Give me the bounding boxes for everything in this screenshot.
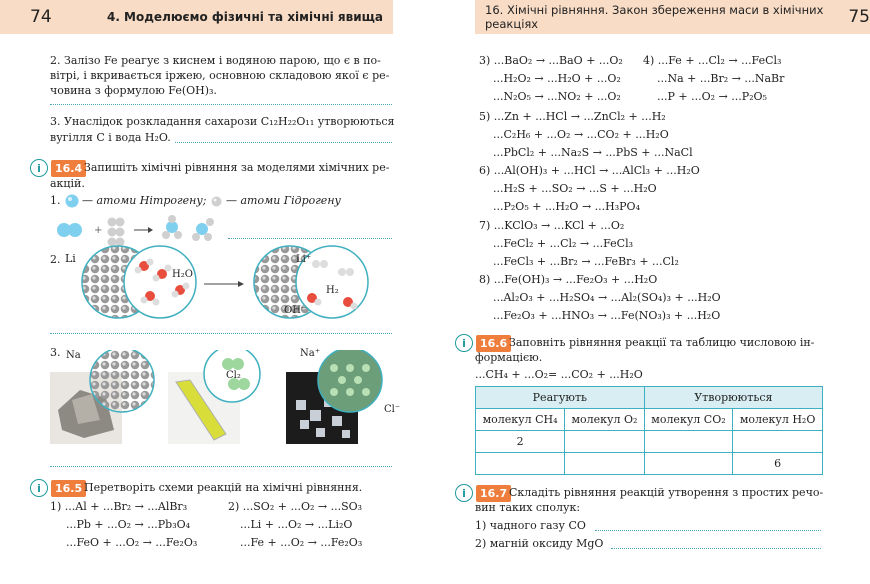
legend-hydrogen-label: — атоми Гідрогену bbox=[226, 194, 341, 207]
molecule-count-table bbox=[475, 386, 823, 475]
legend-number: 1. bbox=[50, 194, 61, 207]
equation: ...FeCl₂ + ...Cl₂ → ...FeCl₃ bbox=[493, 237, 634, 250]
table-cell[interactable] bbox=[476, 453, 565, 475]
answer-line[interactable] bbox=[175, 142, 392, 143]
nitrogen-atom-icon bbox=[64, 193, 80, 209]
right-header bbox=[475, 0, 870, 34]
right-page-number: 75 bbox=[848, 7, 870, 27]
chloride-ion-label: Cl⁻ bbox=[384, 404, 401, 415]
table-header-reactants: Реагують bbox=[476, 387, 645, 409]
task166-line1: Заповніть рівняння реакції та таблицю числовою ін- bbox=[509, 336, 815, 349]
task164-line2: акцій. bbox=[50, 177, 85, 190]
equation: 3) ...BaO₂ → ...BaO + ...O₂ bbox=[479, 54, 623, 67]
equation: ...Pb + ...O₂ → ...Pb₃O₄ bbox=[66, 518, 191, 531]
task166-line2: формацією. bbox=[475, 351, 543, 364]
left-chapter-title: 4. Моделюємо фізичні та хімічні явища bbox=[106, 10, 383, 24]
lithium-ion-label: Li⁺ bbox=[296, 254, 312, 265]
table-row bbox=[476, 453, 823, 475]
table-cell[interactable]: 6 bbox=[733, 453, 823, 475]
model1-reaction-illustration bbox=[50, 213, 230, 247]
answer-line[interactable] bbox=[50, 104, 392, 105]
task164-line1: Запишіть хімічні рівняння за моделями хімічних ре- bbox=[84, 161, 390, 174]
table-col-header: молекул CO₂ bbox=[644, 409, 733, 431]
table-cell[interactable] bbox=[644, 453, 733, 475]
equation: ...Li + ...O₂ → ...Li₂O bbox=[240, 518, 353, 531]
hydrogen-atom-icon bbox=[210, 195, 223, 208]
answer-line[interactable] bbox=[228, 238, 392, 239]
task167-item1: 1) чадного газу CO bbox=[475, 519, 586, 532]
item2-line3: човина з формулою Fe(OH)₃. bbox=[50, 84, 217, 97]
item2-line1: 2. Залізо Fe реагує з киснем і водяною парою, що є в по- bbox=[50, 54, 381, 67]
equation: 7) ...KClO₃ → ...KCl + ...O₂ bbox=[479, 219, 625, 232]
task-number: 16.7 bbox=[476, 485, 511, 502]
equation: ...H₂O₂ → ...H₂O + ...O₂ bbox=[493, 72, 621, 85]
table-cell[interactable] bbox=[565, 453, 645, 475]
task167-line2: вин таких сполук: bbox=[475, 501, 581, 514]
answer-line[interactable] bbox=[595, 530, 821, 531]
equation: ...Fe₂O₃ + ...HNO₃ → ...Fe(NO₃)₃ + ...H₂O bbox=[493, 309, 721, 322]
equation: ...C₂H₆ + ...O₂ → ...CO₂ + ...H₂O bbox=[493, 128, 669, 141]
item3-line2: вугілля C і вода H₂O. bbox=[50, 131, 171, 144]
left-page-number: 74 bbox=[30, 7, 52, 27]
info-icon: i bbox=[455, 484, 473, 502]
table-row bbox=[476, 431, 823, 453]
task-number: 16.6 bbox=[476, 335, 511, 352]
task-16-5-badge bbox=[30, 479, 86, 497]
info-icon: i bbox=[30, 159, 48, 177]
item2-line2: вітрі, і вкривається іржею, основною складовою якої є ре- bbox=[50, 69, 390, 82]
task-16-4-badge bbox=[30, 159, 86, 177]
equation: ...Al₂O₃ + ...H₂SO₄ → ...Al₂(SO₄)₃ + ...H₂O bbox=[493, 291, 721, 304]
water-label: H₂O bbox=[172, 269, 193, 280]
equation: ...H₂S + ...SO₂ → ...S + ...H₂O bbox=[493, 182, 657, 195]
task167-item2: 2) магній оксиду MgO bbox=[475, 537, 604, 550]
hydroxide-label: OH⁻ bbox=[284, 305, 307, 316]
task165-text: Перетворіть схеми реакцій на хімічні рівняння. bbox=[84, 481, 363, 494]
svg-text:+: + bbox=[94, 225, 103, 236]
equation: ...FeCl₃ + ...Br₂ → ...FeBr₃ + ...Cl₂ bbox=[493, 255, 679, 268]
item3-line1: 3. Унаслідок розкладання сахарози C₁₂H₂₂O₁₁ утворюються bbox=[50, 115, 395, 128]
equation: ...Na + ...Br₂ → ...NaBr bbox=[657, 72, 785, 85]
lithium-label: Li bbox=[65, 252, 76, 265]
right-page bbox=[435, 0, 870, 584]
task-number: 16.5 bbox=[51, 480, 86, 497]
sodium-label: Na bbox=[66, 350, 81, 361]
equation: ...PbCl₂ + ...Na₂S → ...PbS + ...NaCl bbox=[493, 146, 693, 159]
left-header bbox=[0, 0, 393, 34]
equation: ...FeO + ...O₂ → ...Fe₂O₃ bbox=[66, 536, 198, 549]
info-icon: i bbox=[30, 479, 48, 497]
table-col-header: молекул CH₄ bbox=[476, 409, 565, 431]
model2-number: 2. bbox=[50, 253, 61, 266]
task-number: 16.4 bbox=[51, 160, 86, 177]
model3-number: 3. bbox=[50, 346, 61, 359]
task166-equation: ...CH₄ + ...O₂= ...CO₂ + ...H₂O bbox=[475, 368, 643, 381]
equation: ...P + ...O₂ → ...P₂O₅ bbox=[657, 90, 767, 103]
answer-line[interactable] bbox=[50, 466, 392, 467]
table-cell[interactable] bbox=[733, 431, 823, 453]
equation: 1) ...Al + ...Br₂ → ...AlBr₃ bbox=[50, 500, 188, 513]
table-header-products: Утворюються bbox=[644, 387, 822, 409]
equation: 5) ...Zn + ...HCl → ...ZnCl₂ + ...H₂ bbox=[479, 110, 666, 123]
table-cell[interactable] bbox=[565, 431, 645, 453]
right-chapter-title: 16. Хімічні рівняння. Закон збереження маси в хімічних реакціях bbox=[485, 3, 824, 31]
equation: 4) ...Fe + ...Cl₂ → ...FeCl₃ bbox=[643, 54, 782, 67]
table-cell[interactable]: 2 bbox=[476, 431, 565, 453]
equation: 8) ...Fe(OH)₃ → ...Fe₂O₃ + ...H₂O bbox=[479, 273, 658, 286]
table-col-header: молекул O₂ bbox=[565, 409, 645, 431]
sodium-ion-label: Na⁺ bbox=[300, 348, 320, 359]
legend-nitrogen-label: — атоми Нітрогену; bbox=[82, 194, 207, 207]
info-icon: i bbox=[455, 334, 473, 352]
task167-line1: Складіть рівняння реакцій утворення з простих речо- bbox=[509, 486, 824, 499]
equation: ...Fe + ...O₂ → ...Fe₂O₃ bbox=[240, 536, 363, 549]
table-cell[interactable] bbox=[644, 431, 733, 453]
hydrogen-label: H₂ bbox=[326, 285, 339, 296]
equation: 6) ...Al(OH)₃ + ...HCl → ...AlCl₃ + ...H₂O bbox=[479, 164, 700, 177]
answer-line[interactable] bbox=[50, 333, 392, 334]
equation: ...N₂O₅ → ...NO₂ + ...O₂ bbox=[493, 90, 621, 103]
equation: ...P₂O₅ + ...H₂O → ...H₃PO₄ bbox=[493, 200, 640, 213]
model3-sodium-chlorine-illustration bbox=[50, 350, 390, 445]
equation: 2) ...SO₂ + ...O₂ → ...SO₃ bbox=[228, 500, 363, 513]
table-col-header: молекул H₂O bbox=[733, 409, 823, 431]
answer-line[interactable] bbox=[611, 548, 821, 549]
chlorine-label: Cl₂ bbox=[226, 370, 241, 381]
